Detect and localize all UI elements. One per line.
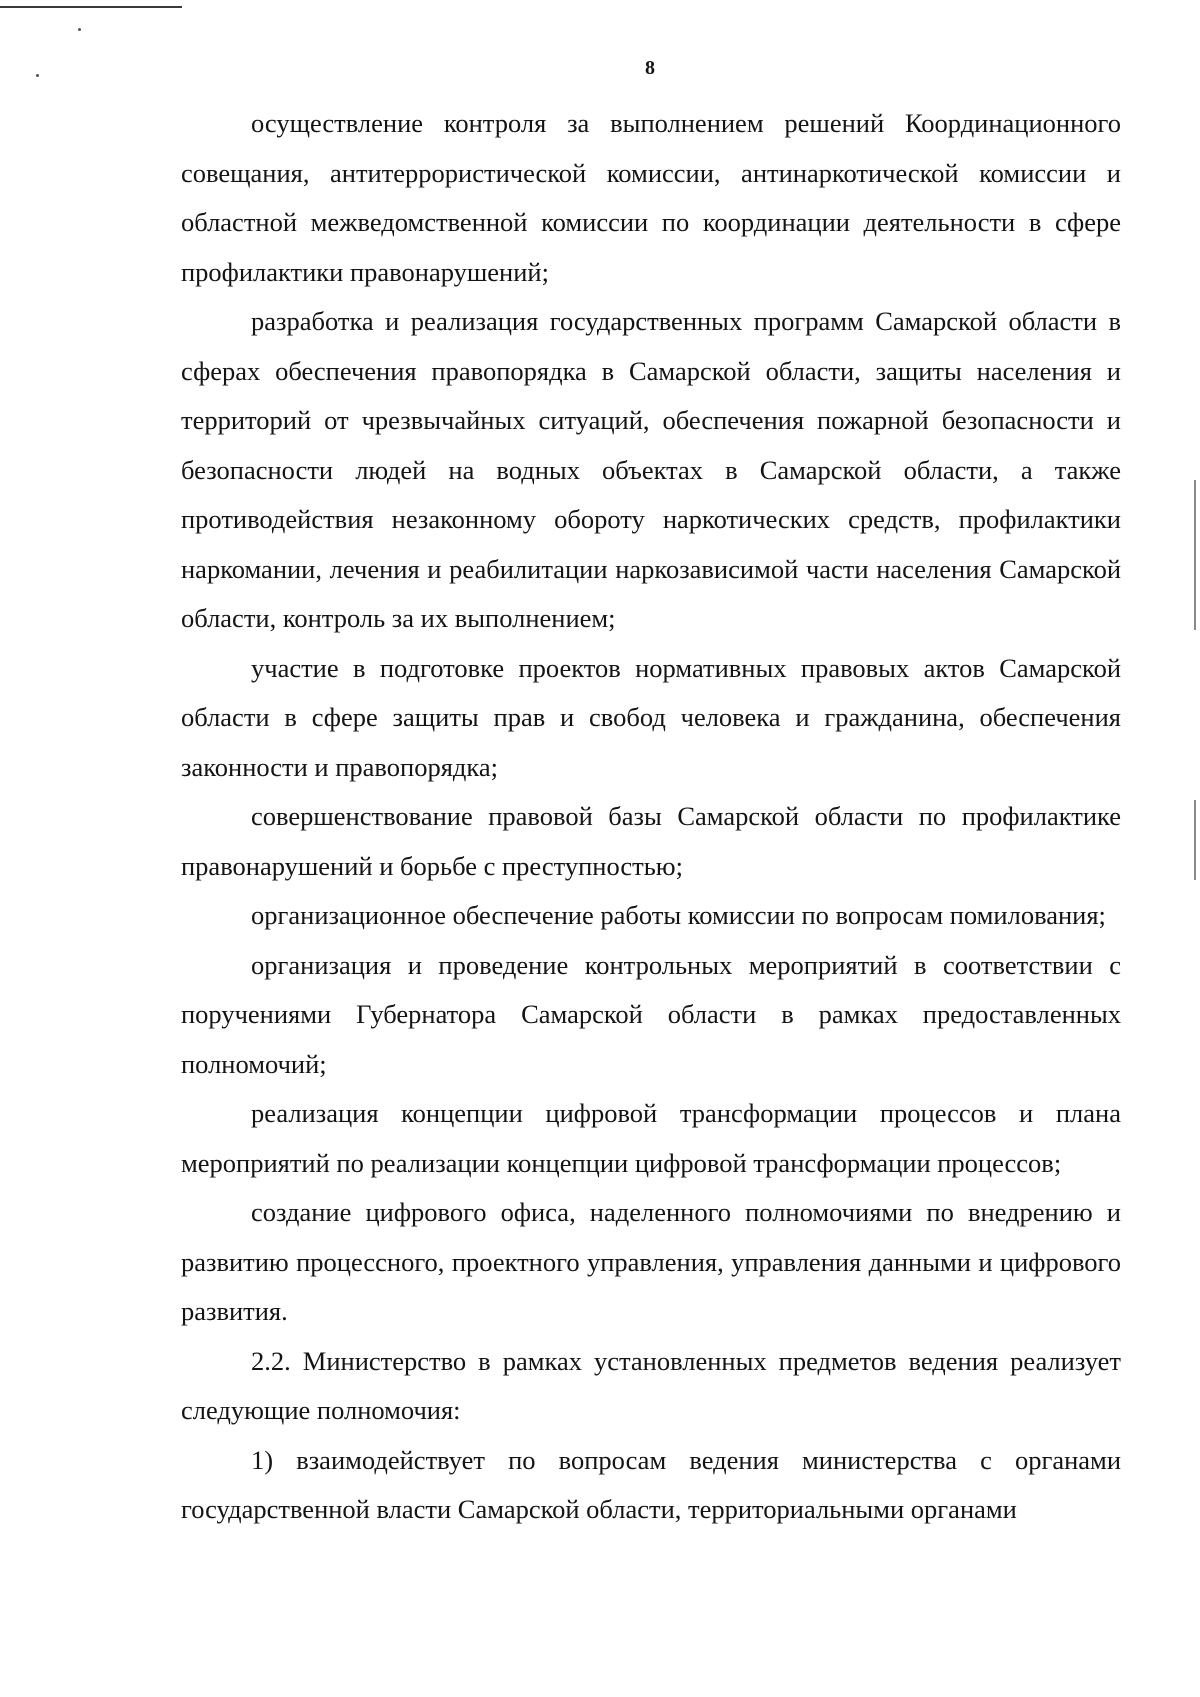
scan-edge-mark [1194, 800, 1196, 880]
page-number: 8 [645, 57, 655, 79]
paragraph: разработка и реализация государственных программ Самарской области в сферах обеспечения правопорядка в Самарской области, защиты населения и территорий от чрезвычайных ситуаций, обеспечения пожарной безопасности и безопасности людей на водных объектах в Самарской области, а также противодействия незаконному обороту наркотических средств, профилактики наркомании, лечения и реабилитации наркозависимой части населения Самарской области, контроль за их выполнением; [181, 306, 1121, 633]
paragraph: осуществление контроля за выполнением решений Координационного совещания, антитеррористической комиссии, антинаркотической комиссии и областной межведомственной комиссии по координации деятельности в сфере профилактики правонарушений; [181, 108, 1121, 287]
paragraph: 2.2. Министерство в рамках установленных предметов ведения реализует следующие полномочия: [181, 1345, 1121, 1425]
paragraph: совершенствование правовой базы Самарской области по профилактике правонарушений и борьбе с преступностью; [181, 801, 1121, 881]
paragraph: участие в подготовке проектов нормативных правовых актов Самарской области в сфере защиты прав и свобод человека и гражданина, обеспечения законности и правопорядка; [181, 652, 1121, 782]
scan-edge-mark [1194, 480, 1196, 630]
scan-speck [78, 28, 81, 31]
scan-border-line [0, 6, 182, 8]
paragraph: организация и проведение контрольных мероприятий в соответствии с поручениями Губернатора Самарской области в рамках предоставленных полномочий; [181, 949, 1121, 1079]
paragraph: реализация концепции цифровой трансформации процессов и плана мероприятий по реализации концепции цифровой трансформации процессов; [181, 1098, 1121, 1178]
paragraph: организационное обеспечение работы комиссии по вопросам помилования; [251, 900, 1106, 930]
paragraph: создание цифрового офиса, наделенного полномочиями по внедрению и развитию процессного, проектного управления, управления данными и цифрового развития. [181, 1197, 1121, 1326]
paragraph: 1) взаимодействует по вопросам ведения министерства с органами государственной власти Самарской области, территориальными органами [181, 1444, 1121, 1524]
document-body [181, 99, 1121, 1535]
